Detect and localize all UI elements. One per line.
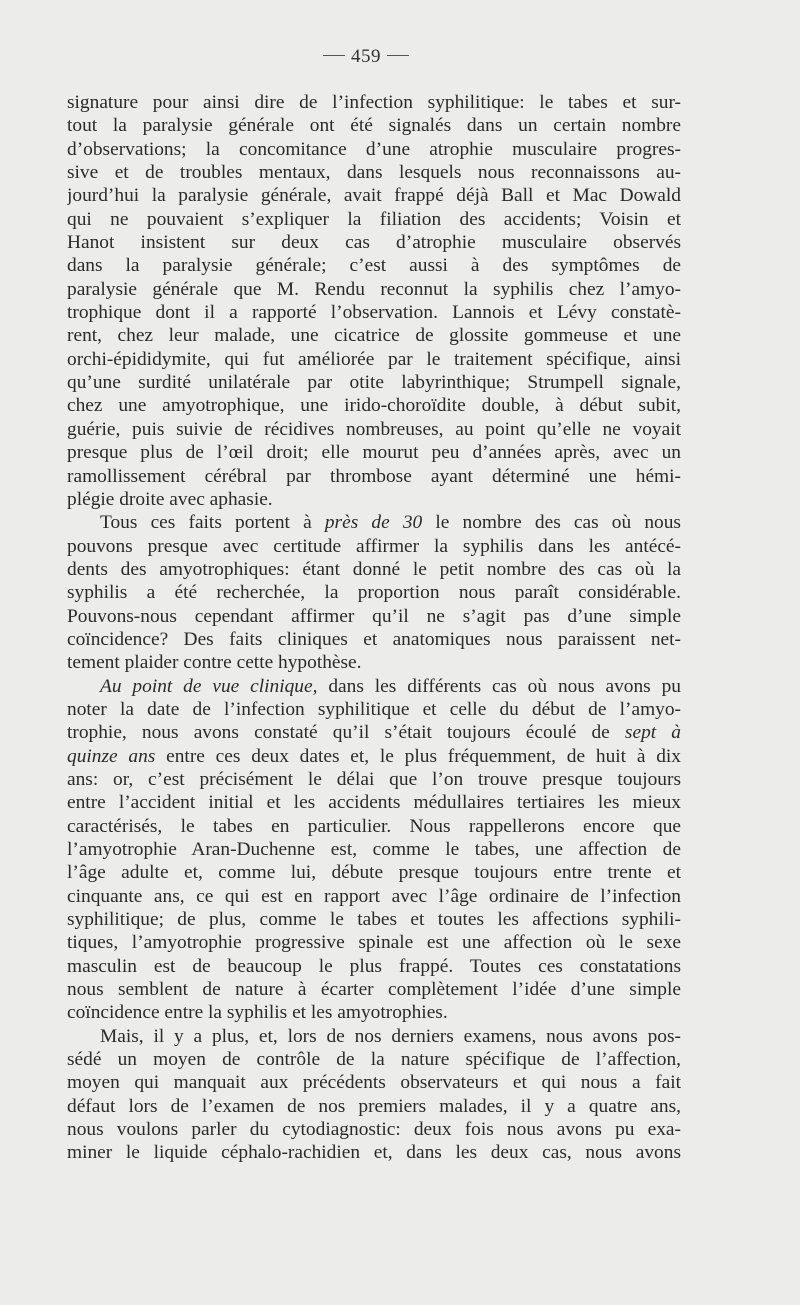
text-line: tout la paralysie générale ont été signalés dans un certain nombre xyxy=(67,115,681,137)
text-line: pouvons presque avec certitude affirmer la syphilis dans les antécé- xyxy=(67,535,681,557)
text-line: masculin est de beaucoup le plus frappé. Toutes ces constatations xyxy=(67,955,681,977)
page-number-text: 459 xyxy=(351,46,381,67)
text-line: l’amyotrophie Aran-Duchenne est, comme le tabes, une affection de xyxy=(67,839,681,860)
italic-phrase: sept à xyxy=(624,722,681,744)
right-dash xyxy=(387,55,409,56)
text-line: Hanot insistent sur deux cas d’atrophie musculaire observés xyxy=(67,232,681,254)
left-dash xyxy=(323,55,345,56)
text-line: miner le liquide céphalo-rachidien et, dans les deux cas, nous avons xyxy=(67,1142,681,1164)
text-line: l’âge adulte et, comme lui, débute presque toujours entre trente et xyxy=(67,862,681,884)
text-line: défaut lors de l’examen de nos premiers malades, il y a quatre ans, xyxy=(67,1095,681,1117)
text-line: tement plaider contre cette hypothèse. xyxy=(67,652,362,674)
text-line: moyen qui manquait aux précédents observateurs et qui nous a fait xyxy=(67,1072,681,1094)
italic-phrase: quinze ans xyxy=(67,745,156,767)
text-line: ramollissement cérébral par thrombose ayant déterminé une hémi- xyxy=(67,465,681,487)
text-line: plégie droite avec aphasie. xyxy=(67,488,273,510)
body-text xyxy=(67,91,681,1165)
text-line: Pouvons-nous cependant affirmer qu’il ne s’agit pas d’une simple xyxy=(67,605,681,627)
text-line: jourd’hui la paralysie générale, avait frappé déjà Ball et Mac Dowald xyxy=(67,185,681,207)
text-line: rent, chez leur malade, une cicatrice de glossite gommeuse et une xyxy=(67,325,681,347)
text-line: guérie, puis suivie de récidives nombreuses, au point qu’elle ne voyait xyxy=(67,418,681,440)
text-line: chez une amyotrophique, une irido-choroïdite double, à début subit, xyxy=(67,395,681,417)
text-line: quinze ans entre ces deux dates et, le plus fréquemment, de huit à dix xyxy=(67,745,681,767)
text-line: coïncidence entre la syphilis et les amyotrophies. xyxy=(67,1002,448,1024)
page-number xyxy=(0,46,732,68)
text-line: caractérisés, le tabes en particulier. Nous rappellerons encore que xyxy=(67,815,681,837)
text-line: coïncidence? Des faits cliniques et anatomiques nous paraissent net- xyxy=(67,628,681,650)
text-line: noter la date de l’infection syphilitique et celle du début de l’amyo- xyxy=(67,698,681,720)
text-line: Tous ces faits portent à près de 30 le nombre des cas où nous xyxy=(100,512,681,534)
text-line: cinquante ans, ce qui est en rapport avec l’âge ordinaire de l’infection xyxy=(67,885,681,907)
text-line: qu’une surdité unilatérale par otite labyrinthique; Strumpell signale, xyxy=(67,372,681,394)
text-line: entre l’accident initial et les accidents médullaires tertiaires les mieux xyxy=(67,792,681,814)
text-line: syphilitique; de plus, comme le tabes et toutes les affections syphili- xyxy=(67,909,681,931)
text-line: dans la paralysie générale; c’est aussi à des symptômes de xyxy=(67,255,681,277)
italic-phrase: près de 30 xyxy=(324,512,423,534)
text-line: tiques, l’amyotrophie progressive spinale est une affection où le sexe xyxy=(67,932,681,954)
text-line: ans: or, c’est précisément le délai que l’on trouve presque toujours xyxy=(67,768,681,790)
italic-phrase: Au point de vue clinique, xyxy=(100,675,318,697)
text-line: dents des amyotrophiques: étant donné le petit nombre des cas où la xyxy=(67,558,681,580)
text-line: Mais, il y a plus, et, lors de nos derniers examens, nous avons pos- xyxy=(100,1025,681,1047)
text-line: signature pour ainsi dire de l’infection syphilitique: le tabes et sur- xyxy=(67,92,681,113)
text-line: sive et de troubles mentaux, dans lesquels nous reconnaissons au- xyxy=(67,162,681,184)
text-line: trophie, nous avons constaté qu’il s’était toujours écoulé de sept à xyxy=(67,722,681,744)
text-line: nous semblent de nature à écarter complètement l’idée d’une simple xyxy=(67,979,681,1001)
text-line: trophique dont il a rapporté l’observation. Lannois et Lévy constatè- xyxy=(67,302,681,324)
text-line: qui ne pouvaient s’expliquer la filiation des accidents; Voisin et xyxy=(67,208,681,230)
text-line: nous voulons parler du cytodiagnostic: deux fois nous avons pu exa- xyxy=(67,1119,681,1141)
text-line: sédé un moyen de contrôle de la nature spécifique de l’affection, xyxy=(67,1049,681,1071)
text-line: syphilis a été recherchée, la proportion nous paraît considérable. xyxy=(67,582,681,604)
text-line: d’observations; la concomitance d’une atrophie musculaire progres- xyxy=(67,138,681,160)
text-line: presque plus de l’œil droit; elle mourut peu d’années après, avec un xyxy=(67,442,681,464)
text-line: Au point de vue clinique, dans les différents cas où nous avons pu xyxy=(100,675,681,697)
text-line: orchi-épididymite, qui fut améliorée par le traitement spécifique, ainsi xyxy=(67,348,681,370)
text-line: paralysie générale que M. Rendu reconnut la syphilis chez l’amyo- xyxy=(67,278,681,300)
